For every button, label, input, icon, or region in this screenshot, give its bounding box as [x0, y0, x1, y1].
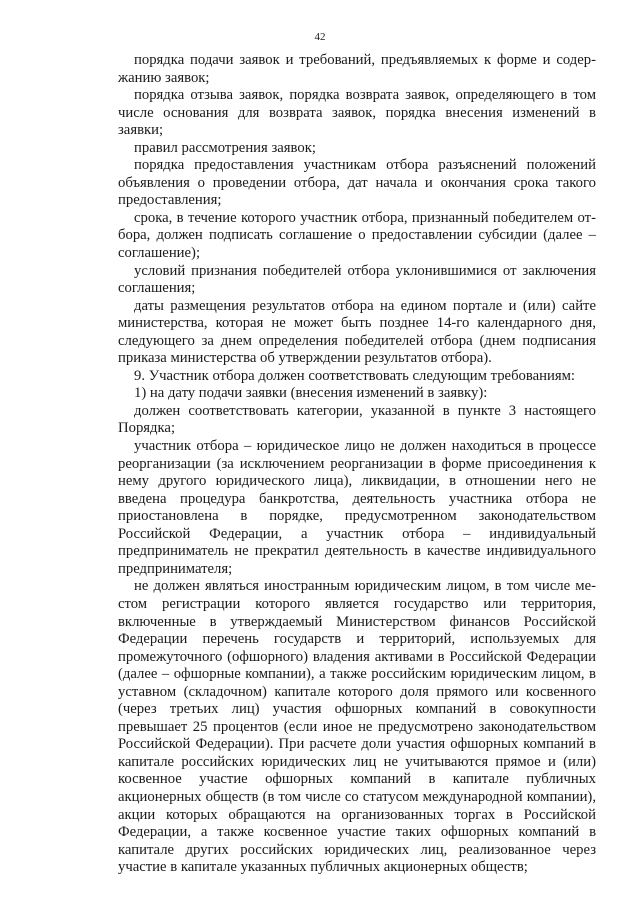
- body-text: [118, 52, 596, 877]
- paragraph: правил рассмотрения заявок;: [134, 139, 316, 156]
- paragraph: срока, в течение которого участник отбора, признанный победителем отбора, должен подписать соглашение о предоставлении субсидии (далее – соглашение);: [118, 209, 596, 262]
- page-number: 42: [314, 31, 326, 43]
- paragraph: порядка подачи заявок и требований, предъявляемых к форме и содержанию заявок;: [118, 52, 596, 86]
- paragraph: порядка предоставления участникам отбора разъяснений положений объявления о проведении отбора, дат начала и окончания срока такого предоставления;: [118, 157, 596, 209]
- paragraph: 9. Участник отбора должен соответствовать следующим требованиям:: [134, 367, 576, 384]
- paragraph: не должен являться иностранным юридическим лицом, в том числе местом регистрации которого является государство или территория, включенные в утверждаемый Министерством финансов Российской Федерации перечень государств и территорий, используемых для промежуточного (офшорного) владения активами в Российской Федерации (далее – офшорные компании), а также российским юридическим лицом, в уставном (складочном) капитале которого доля прямого или косвенного (через третьих лиц) участия офшорных компаний в совокупности превышает 25 процентов (если иное не предусмотрено законодательством Российской Федерации). При расчете доли участия офшорных компаний в капитале российских юридических лиц не учитываются прямое и (или) косвенное участие офшорных компаний в капитале публичных акционерных обществ (в том числе со статусом международной компании), акции которых обращаются на организованных торгах в Российской Федерации, а также косвенное участие таких офшорных компаний в капитале других российских юридических лиц, реализованное через участие в капитале указанных публичных акционерных обществ;: [118, 578, 596, 876]
- paragraph: 1) на дату подачи заявки (внесения изменений в заявку):: [134, 385, 488, 402]
- paragraph: даты размещения результатов отбора на едином портале и (или) сайте министерства, которая не может быть позднее 14-го календарного дня, следующего за днем определения победителей отбора (днем подписания приказа министерства об утверждении результатов отбора).: [118, 297, 596, 367]
- paragraph: должен соответствовать категории, указанной в пункте 3 настоящего Порядка;: [118, 402, 596, 437]
- paragraph: условий признания победителей отбора уклонившимися от заключения соглашения;: [118, 262, 596, 297]
- paragraph: участник отбора – юридическое лицо не должен находиться в процессе реорганизации (за исключением реорганизации в форме присоединения к нему другого юридического лица), ликвидации, в отношении него не введена процедура банкротства, деятельность участника отбора не приостановлена в порядке, предусмотренном законодательством Российской Федерации, а участник отбора – индивидуальный предприниматель не прекратил деятельность в качестве индивидуального предпринимателя;: [118, 438, 596, 577]
- paragraph: порядка отзыва заявок, порядка возврата заявок, определяющего в том числе основания для возврата заявок, порядка внесения изменений в заявки;: [118, 87, 596, 139]
